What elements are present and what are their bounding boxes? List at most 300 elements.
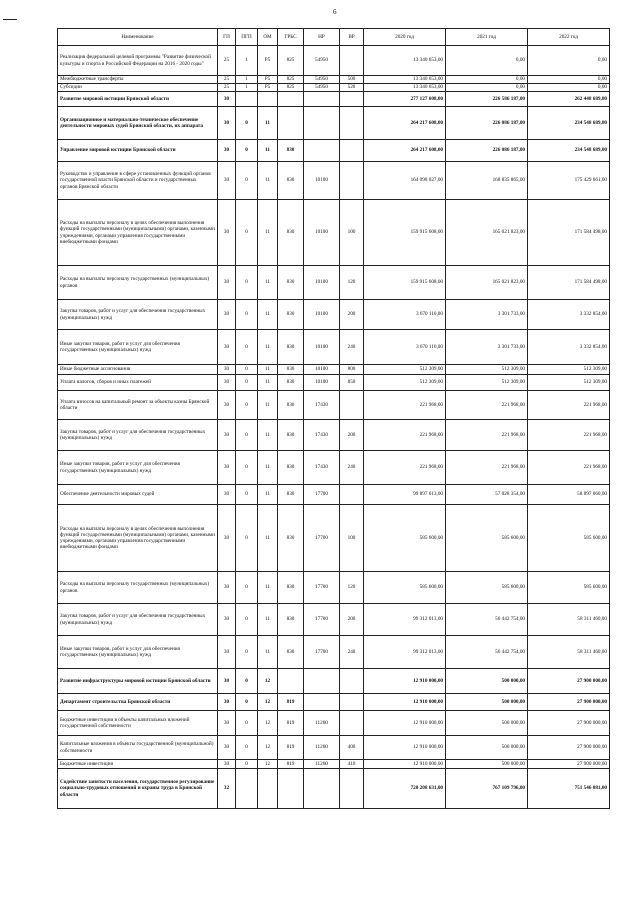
cell-y2021: 500 000,00 bbox=[446, 694, 528, 711]
cell-name: Межбюджетные трансферты bbox=[58, 76, 218, 84]
cell-om: 11 bbox=[258, 365, 278, 375]
cell-nr: 11260 bbox=[304, 711, 340, 736]
cell-grbs: 830 bbox=[278, 391, 304, 420]
cell-y2021: 500 000,00 bbox=[446, 711, 528, 736]
cell-nr: 10100 bbox=[304, 300, 340, 330]
cell-name: Иные закупки товаров, работ и услуг для обеспечения государственных (муниципальных) нужд bbox=[58, 636, 218, 669]
table-row bbox=[58, 485, 610, 505]
cell-y2022: 27 900 000,00 bbox=[528, 736, 610, 760]
cell-grbs: 830 bbox=[278, 162, 304, 200]
table-row bbox=[58, 420, 610, 451]
cell-gp: 25 bbox=[218, 46, 236, 76]
cell-vr: 850 bbox=[340, 375, 364, 391]
cell-pgp: 1 bbox=[236, 46, 258, 76]
cell-vr bbox=[340, 162, 364, 200]
cell-grbs: 830 bbox=[278, 375, 304, 391]
cell-y2022: 234 548 689,00 bbox=[528, 140, 610, 162]
cell-y2022: 512 309,00 bbox=[528, 375, 610, 391]
cell-nr: 10100 bbox=[304, 330, 340, 365]
cell-name: Департамент строительства Брянской области bbox=[58, 694, 218, 711]
cell-y2022: 175 429 661,00 bbox=[528, 162, 610, 200]
cell-nr: 10100 bbox=[304, 162, 340, 200]
cell-vr bbox=[340, 391, 364, 420]
cell-pgp: 0 bbox=[236, 140, 258, 162]
budget-table bbox=[57, 28, 610, 809]
cell-nr: 17430 bbox=[304, 420, 340, 451]
cell-vr bbox=[340, 711, 364, 736]
cell-pgp: 0 bbox=[236, 636, 258, 669]
cell-vr bbox=[340, 694, 364, 711]
cell-nr bbox=[304, 92, 340, 107]
cell-pgp: 0 bbox=[236, 485, 258, 505]
cell-om: 11 bbox=[258, 140, 278, 162]
cell-gp: 30 bbox=[218, 162, 236, 200]
table-row bbox=[58, 736, 610, 760]
table-header-row bbox=[58, 29, 610, 46]
cell-grbs: 830 bbox=[278, 140, 304, 162]
cell-y2021: 3 301 733,00 bbox=[446, 330, 528, 365]
cell-grbs bbox=[278, 92, 304, 107]
cell-grbs: 830 bbox=[278, 636, 304, 669]
cell-y2020: 221 968,00 bbox=[364, 391, 446, 420]
cell-y2022: 171 584 498,00 bbox=[528, 200, 610, 266]
table-row bbox=[58, 140, 610, 162]
column-header-nr: НР bbox=[304, 29, 340, 46]
table-row bbox=[58, 330, 610, 365]
table-row bbox=[58, 636, 610, 669]
cell-grbs bbox=[278, 769, 304, 809]
cell-y2021: 585 600,00 bbox=[446, 572, 528, 604]
cell-y2020: 264 217 608,00 bbox=[364, 140, 446, 162]
cell-name: Расходы на выплаты персоналу государственных (муниципальных) органов bbox=[58, 572, 218, 604]
cell-nr bbox=[304, 769, 340, 809]
cell-y2022: 3 332 854,00 bbox=[528, 300, 610, 330]
cell-name: Уплата взносов на капитальный ремонт за объекты казны Брянской области bbox=[58, 391, 218, 420]
cell-y2021: 168 835 865,00 bbox=[446, 162, 528, 200]
cell-vr bbox=[340, 46, 364, 76]
cell-grbs: 825 bbox=[278, 76, 304, 84]
cell-vr bbox=[340, 140, 364, 162]
cell-name: Управление мировой юстиции Брянской области bbox=[58, 140, 218, 162]
cell-y2022: 3 332 854,00 bbox=[528, 330, 610, 365]
cell-om: 11 bbox=[258, 636, 278, 669]
cell-nr: 11260 bbox=[304, 736, 340, 760]
cell-om: 11 bbox=[258, 572, 278, 604]
cell-grbs: 830 bbox=[278, 200, 304, 266]
cell-om: 12 bbox=[258, 760, 278, 769]
cell-om: 11 bbox=[258, 451, 278, 485]
cell-name: Иные закупки товаров, работ и услуг для обеспечения государственных (муниципальных) нужд bbox=[58, 330, 218, 365]
cell-vr: 200 bbox=[340, 604, 364, 636]
cell-nr: 17700 bbox=[304, 572, 340, 604]
cell-y2020: 585 600,00 bbox=[364, 572, 446, 604]
cell-om: 11 bbox=[258, 604, 278, 636]
cell-y2021: 221 968,00 bbox=[446, 451, 528, 485]
cell-vr bbox=[340, 769, 364, 809]
cell-y2021: 512 309,00 bbox=[446, 375, 528, 391]
cell-vr: 500 bbox=[340, 76, 364, 84]
cell-nr: 17700 bbox=[304, 604, 340, 636]
column-header-grbs: ГРБС bbox=[278, 29, 304, 46]
cell-y2022: 27 900 000,00 bbox=[528, 694, 610, 711]
cell-name: Реализация федеральной целевой программы "Развитие физической культуры и спорта в Российской Федерации на 2016 - 2020 годы" bbox=[58, 46, 218, 76]
cell-pgp: 0 bbox=[236, 162, 258, 200]
cell-y2022: 0,00 bbox=[528, 76, 610, 84]
cell-y2021: 226 086 187,00 bbox=[446, 140, 528, 162]
cell-grbs: 830 bbox=[278, 330, 304, 365]
cell-y2021: 512 309,00 bbox=[446, 365, 528, 375]
cell-y2022: 0,00 bbox=[528, 84, 610, 92]
cell-grbs: 819 bbox=[278, 711, 304, 736]
cell-vr: 240 bbox=[340, 636, 364, 669]
cell-nr: 10100 bbox=[304, 375, 340, 391]
cell-name: Субсидии bbox=[58, 84, 218, 92]
cell-pgp: 0 bbox=[236, 694, 258, 711]
cell-y2020: 99 312 013,00 bbox=[364, 604, 446, 636]
cell-nr: 17700 bbox=[304, 485, 340, 505]
cell-vr: 100 bbox=[340, 200, 364, 266]
cell-y2020: 221 968,00 bbox=[364, 420, 446, 451]
cell-y2021: 0,00 bbox=[446, 84, 528, 92]
cell-gp: 32 bbox=[218, 769, 236, 809]
table-row bbox=[58, 107, 610, 140]
table-row bbox=[58, 92, 610, 107]
cell-y2020: 720 208 631,00 bbox=[364, 769, 446, 809]
margin-mark bbox=[3, 19, 17, 20]
cell-gp: 30 bbox=[218, 391, 236, 420]
cell-y2020: 512 309,00 bbox=[364, 365, 446, 375]
table-row bbox=[58, 391, 610, 420]
cell-grbs bbox=[278, 107, 304, 140]
cell-pgp: 0 bbox=[236, 420, 258, 451]
cell-y2020: 12 910 000,00 bbox=[364, 711, 446, 736]
cell-grbs: 830 bbox=[278, 604, 304, 636]
cell-grbs: 819 bbox=[278, 694, 304, 711]
cell-name: Расходы на выплаты персоналу в целях обеспечения выполнения функций государственными (муниципальными) органами, казенными учреждениями, органами управления государственными внебюджетными фондами bbox=[58, 200, 218, 266]
cell-y2022: 234 548 689,00 bbox=[528, 107, 610, 140]
column-header-y2021: 2021 год bbox=[446, 29, 528, 46]
cell-om: 12 bbox=[258, 694, 278, 711]
cell-gp: 30 bbox=[218, 451, 236, 485]
cell-y2021: 165 021 823,00 bbox=[446, 200, 528, 266]
cell-gp: 30 bbox=[218, 694, 236, 711]
cell-grbs: 825 bbox=[278, 84, 304, 92]
cell-pgp: 0 bbox=[236, 330, 258, 365]
cell-name: Закупка товаров, работ и услуг для обеспечения государственных (муниципальных) нужд bbox=[58, 420, 218, 451]
cell-y2021: 226 586 187,00 bbox=[446, 92, 528, 107]
cell-y2021: 57 028 354,00 bbox=[446, 485, 528, 505]
cell-om: 11 bbox=[258, 375, 278, 391]
cell-gp: 30 bbox=[218, 669, 236, 694]
table-body bbox=[58, 46, 610, 809]
cell-y2021: 56 442 754,00 bbox=[446, 604, 528, 636]
table-row bbox=[58, 365, 610, 375]
cell-y2022: 585 600,00 bbox=[528, 505, 610, 572]
table-row bbox=[58, 769, 610, 809]
cell-y2020: 159 915 608,00 bbox=[364, 200, 446, 266]
cell-y2020: 99 897 613,00 bbox=[364, 485, 446, 505]
cell-pgp: 0 bbox=[236, 669, 258, 694]
cell-pgp: 0 bbox=[236, 711, 258, 736]
cell-y2022: 221 968,00 bbox=[528, 391, 610, 420]
table-row bbox=[58, 200, 610, 266]
table-row bbox=[58, 162, 610, 200]
cell-om: 11 bbox=[258, 300, 278, 330]
cell-vr: 410 bbox=[340, 760, 364, 769]
cell-pgp bbox=[236, 769, 258, 809]
page-number: 6 bbox=[333, 8, 337, 16]
cell-om bbox=[258, 92, 278, 107]
cell-y2022: 171 584 498,00 bbox=[528, 266, 610, 300]
cell-grbs: 830 bbox=[278, 485, 304, 505]
cell-name: Содействие занятости населения, государственное регулирование социально-трудовых отношений и охраны труда в Брянской области bbox=[58, 769, 218, 809]
cell-y2022: 58 897 060,00 bbox=[528, 485, 610, 505]
cell-y2020: 13 340 653,00 bbox=[364, 46, 446, 76]
cell-om: 11 bbox=[258, 505, 278, 572]
cell-gp: 30 bbox=[218, 760, 236, 769]
table-row bbox=[58, 694, 610, 711]
table-row bbox=[58, 266, 610, 300]
cell-nr bbox=[304, 669, 340, 694]
table-row bbox=[58, 46, 610, 76]
cell-y2020: 3 670 110,00 bbox=[364, 300, 446, 330]
cell-gp: 30 bbox=[218, 92, 236, 107]
cell-y2021: 0,00 bbox=[446, 76, 528, 84]
cell-gp: 30 bbox=[218, 266, 236, 300]
cell-y2020: 13 340 653,00 bbox=[364, 76, 446, 84]
column-header-y2020: 2020 год bbox=[364, 29, 446, 46]
cell-gp: 25 bbox=[218, 84, 236, 92]
cell-vr: 800 bbox=[340, 365, 364, 375]
cell-vr bbox=[340, 92, 364, 107]
cell-om: 11 bbox=[258, 162, 278, 200]
cell-nr bbox=[304, 107, 340, 140]
cell-y2022: 221 968,00 bbox=[528, 420, 610, 451]
cell-nr: 54950 bbox=[304, 76, 340, 84]
cell-y2022: 512 309,00 bbox=[528, 365, 610, 375]
cell-y2020: 585 600,00 bbox=[364, 505, 446, 572]
cell-y2022: 27 900 000,00 bbox=[528, 760, 610, 769]
cell-gp: 30 bbox=[218, 711, 236, 736]
column-header-om: ОМ bbox=[258, 29, 278, 46]
cell-nr bbox=[304, 140, 340, 162]
cell-pgp: 1 bbox=[236, 84, 258, 92]
cell-om: 11 bbox=[258, 391, 278, 420]
cell-vr: 100 bbox=[340, 505, 364, 572]
cell-nr: 10100 bbox=[304, 266, 340, 300]
cell-y2020: 13 340 653,00 bbox=[364, 84, 446, 92]
cell-om: 11 bbox=[258, 200, 278, 266]
table-row bbox=[58, 505, 610, 572]
cell-vr bbox=[340, 669, 364, 694]
cell-y2020: 12 910 000,00 bbox=[364, 694, 446, 711]
cell-y2021: 767 109 796,00 bbox=[446, 769, 528, 809]
table-row bbox=[58, 572, 610, 604]
table-row bbox=[58, 300, 610, 330]
cell-om bbox=[258, 769, 278, 809]
cell-gp: 30 bbox=[218, 140, 236, 162]
cell-om: Р5 bbox=[258, 84, 278, 92]
column-header-name: Наименование bbox=[58, 29, 218, 46]
cell-grbs: 830 bbox=[278, 300, 304, 330]
cell-pgp: 0 bbox=[236, 365, 258, 375]
table-row bbox=[58, 760, 610, 769]
cell-y2021: 226 086 187,00 bbox=[446, 107, 528, 140]
cell-vr bbox=[340, 485, 364, 505]
cell-name: Развитие инфраструктуры мировой юстиции Брянской области bbox=[58, 669, 218, 694]
cell-name: Расходы на выплаты персоналу в целях обеспечения выполнения функций государственными (муниципальными) органами, казенными учреждениями, органами управления государственными внебюджетными фондами bbox=[58, 505, 218, 572]
cell-name: Иные закупки товаров, работ и услуг для обеспечения государственных (муниципальных) нужд bbox=[58, 451, 218, 485]
cell-nr: 17430 bbox=[304, 391, 340, 420]
cell-grbs: 830 bbox=[278, 266, 304, 300]
cell-gp: 30 bbox=[218, 572, 236, 604]
cell-name: Закупка товаров, работ и услуг для обеспечения государственных (муниципальных) нужд bbox=[58, 300, 218, 330]
table-row bbox=[58, 76, 610, 84]
cell-nr: 17430 bbox=[304, 451, 340, 485]
cell-gp: 30 bbox=[218, 375, 236, 391]
cell-pgp: 0 bbox=[236, 107, 258, 140]
table-row bbox=[58, 84, 610, 92]
column-header-y2022: 2022 год bbox=[528, 29, 610, 46]
cell-nr: 54950 bbox=[304, 84, 340, 92]
cell-pgp: 1 bbox=[236, 76, 258, 84]
cell-y2020: 512 309,00 bbox=[364, 375, 446, 391]
cell-y2022: 0,00 bbox=[528, 46, 610, 76]
column-header-pgp: ПГП bbox=[236, 29, 258, 46]
cell-om: 11 bbox=[258, 266, 278, 300]
cell-pgp: 0 bbox=[236, 200, 258, 266]
cell-om: 11 bbox=[258, 420, 278, 451]
cell-vr: 200 bbox=[340, 420, 364, 451]
cell-vr: 200 bbox=[340, 300, 364, 330]
cell-vr: 120 bbox=[340, 266, 364, 300]
cell-gp: 30 bbox=[218, 365, 236, 375]
cell-y2021: 56 442 754,00 bbox=[446, 636, 528, 669]
cell-nr: 10100 bbox=[304, 365, 340, 375]
cell-name: Организационное и материально-техническое обеспечение деятельности мировых судей Брянской области, их аппарата bbox=[58, 107, 218, 140]
cell-om: 11 bbox=[258, 485, 278, 505]
cell-y2021: 165 021 823,00 bbox=[446, 266, 528, 300]
cell-pgp: 0 bbox=[236, 736, 258, 760]
cell-om: 12 bbox=[258, 736, 278, 760]
cell-pgp: 0 bbox=[236, 572, 258, 604]
cell-gp: 30 bbox=[218, 505, 236, 572]
table-row bbox=[58, 451, 610, 485]
cell-grbs: 830 bbox=[278, 365, 304, 375]
table-row bbox=[58, 711, 610, 736]
cell-pgp: 0 bbox=[236, 266, 258, 300]
cell-vr: 400 bbox=[340, 736, 364, 760]
cell-y2020: 12 910 000,00 bbox=[364, 736, 446, 760]
cell-y2020: 99 312 013,00 bbox=[364, 636, 446, 669]
cell-name: Обеспечение деятельности мировых судей bbox=[58, 485, 218, 505]
cell-om: 12 bbox=[258, 669, 278, 694]
cell-name: Расходы на выплаты персоналу государственных (муниципальных) органов bbox=[58, 266, 218, 300]
cell-y2021: 500 000,00 bbox=[446, 669, 528, 694]
cell-name: Развитие мировой юстиции Брянской области bbox=[58, 92, 218, 107]
cell-gp: 30 bbox=[218, 604, 236, 636]
cell-gp: 30 bbox=[218, 736, 236, 760]
cell-pgp: 0 bbox=[236, 451, 258, 485]
cell-y2021: 0,00 bbox=[446, 46, 528, 76]
cell-y2021: 3 301 733,00 bbox=[446, 300, 528, 330]
cell-grbs: 825 bbox=[278, 46, 304, 76]
cell-y2020: 3 670 110,00 bbox=[364, 330, 446, 365]
cell-om: 12 bbox=[258, 711, 278, 736]
cell-grbs bbox=[278, 669, 304, 694]
cell-y2020: 159 915 608,00 bbox=[364, 266, 446, 300]
cell-grbs: 830 bbox=[278, 572, 304, 604]
cell-name: Руководство и управление в сфере установленных функций органов государственной власти Брянской области и государственных органов Брянской области bbox=[58, 162, 218, 200]
cell-vr: 120 bbox=[340, 572, 364, 604]
cell-y2022: 58 311 460,00 bbox=[528, 604, 610, 636]
cell-om: Р5 bbox=[258, 76, 278, 84]
cell-grbs: 819 bbox=[278, 736, 304, 760]
table-row bbox=[58, 375, 610, 391]
column-header-vr: ВР bbox=[340, 29, 364, 46]
cell-y2021: 585 600,00 bbox=[446, 505, 528, 572]
table-row bbox=[58, 604, 610, 636]
table-row bbox=[58, 669, 610, 694]
cell-om: 11 bbox=[258, 330, 278, 365]
cell-nr: 10100 bbox=[304, 200, 340, 266]
cell-name: Бюджетные инвестиции в объекты капитальных вложений государственной собственности bbox=[58, 711, 218, 736]
cell-y2022: 58 311 460,00 bbox=[528, 636, 610, 669]
cell-vr: 240 bbox=[340, 330, 364, 365]
cell-pgp bbox=[236, 92, 258, 107]
cell-gp: 30 bbox=[218, 485, 236, 505]
cell-vr: 520 bbox=[340, 84, 364, 92]
cell-gp: 30 bbox=[218, 300, 236, 330]
cell-grbs: 830 bbox=[278, 420, 304, 451]
cell-nr: 17700 bbox=[304, 505, 340, 572]
cell-gp: 30 bbox=[218, 420, 236, 451]
cell-om: 11 bbox=[258, 107, 278, 140]
cell-pgp: 0 bbox=[236, 391, 258, 420]
cell-nr: 11260 bbox=[304, 760, 340, 769]
cell-gp: 25 bbox=[218, 76, 236, 84]
cell-gp: 30 bbox=[218, 330, 236, 365]
cell-name: Уплата налогов, сборов и иных платежей bbox=[58, 375, 218, 391]
cell-y2020: 264 217 608,00 bbox=[364, 107, 446, 140]
cell-y2022: 27 900 000,00 bbox=[528, 711, 610, 736]
cell-pgp: 0 bbox=[236, 760, 258, 769]
cell-name: Капитальные вложения в объекты государственной (муниципальной) собственности bbox=[58, 736, 218, 760]
cell-name: Закупка товаров, работ и услуг для обеспечения государственных (муниципальных) нужд bbox=[58, 604, 218, 636]
cell-vr: 240 bbox=[340, 451, 364, 485]
cell-pgp: 0 bbox=[236, 604, 258, 636]
cell-name: Бюджетные инвестиции bbox=[58, 760, 218, 769]
cell-gp: 30 bbox=[218, 636, 236, 669]
cell-nr: 54950 bbox=[304, 46, 340, 76]
cell-y2022: 27 900 000,00 bbox=[528, 669, 610, 694]
cell-pgp: 0 bbox=[236, 505, 258, 572]
cell-pgp: 0 bbox=[236, 375, 258, 391]
cell-nr: 17700 bbox=[304, 636, 340, 669]
cell-gp: 30 bbox=[218, 107, 236, 140]
cell-y2020: 164 098 027,00 bbox=[364, 162, 446, 200]
cell-grbs: 830 bbox=[278, 451, 304, 485]
cell-y2022: 585 600,00 bbox=[528, 572, 610, 604]
cell-pgp: 0 bbox=[236, 300, 258, 330]
cell-y2021: 500 000,00 bbox=[446, 760, 528, 769]
cell-grbs: 819 bbox=[278, 760, 304, 769]
cell-vr bbox=[340, 107, 364, 140]
column-header-gp: ГП bbox=[218, 29, 236, 46]
cell-y2022: 262 448 689,00 bbox=[528, 92, 610, 107]
cell-gp: 30 bbox=[218, 200, 236, 266]
cell-y2020: 12 910 000,00 bbox=[364, 669, 446, 694]
